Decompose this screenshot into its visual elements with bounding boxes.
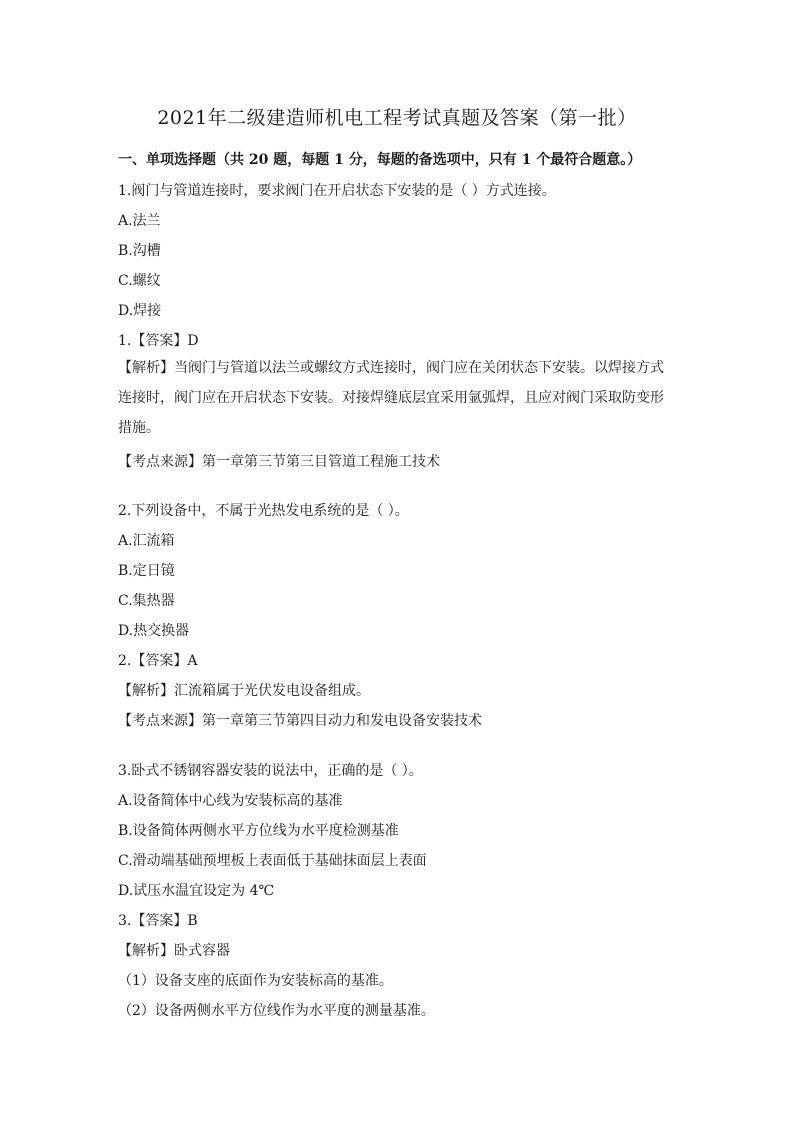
question-3-analysis: 【解析】卧式容器: [118, 943, 230, 959]
question-3-answer: 3.【答案】B: [118, 913, 198, 929]
question-2-option-a: A.汇流箱: [118, 533, 175, 549]
question-1-option-b: B.沟槽: [118, 243, 161, 259]
question-2-stem: 2.下列设备中，不属于光热发电系统的是（ ）。: [118, 503, 409, 519]
question-2-answer: 2.【答案】A: [118, 653, 198, 669]
question-2-option-d: D.热交换器: [118, 623, 190, 639]
question-1-option-a: A.法兰: [118, 213, 161, 229]
question-3-option-b: B.设备简体两侧水平方位线为水平度检测基准: [118, 823, 399, 839]
question-2-analysis: 【解析】汇流箱属于光伏发电设备组成。: [118, 683, 370, 699]
question-3-option-d: D.试压水温宜设定为 4℃: [118, 883, 275, 899]
question-1-option-c: C.螺纹: [118, 273, 161, 289]
question-1-source: 【考点来源】第一章第三节第三目管道工程施工技术: [118, 454, 440, 470]
question-3-detail-2: （2）设备两侧水平方位线作为水平度的测量基准。: [118, 1003, 435, 1019]
question-2-source: 【考点来源】第一章第三节第四目动力和发电设备安装技术: [118, 713, 482, 729]
question-1-stem: 1.阀门与管道连接时，要求阀门在开启状态下安装的是（ ）方式连接。: [118, 183, 556, 199]
question-1-answer: 1.【答案】D: [118, 333, 199, 349]
question-3-detail-1: （1）设备支座的底面作为安装标高的基准。: [118, 973, 393, 989]
question-1-option-d: D.焊接: [118, 303, 162, 319]
question-1-analysis: 【解析】当阀门与管道以法兰或螺纹方式连接时，阀门应在关闭状态下安装。以焊接方式连接时，阀门应在开启状态下安装。对接焊缝底层宜采用氩弧焊，且应对阀门采取防变形措施。: [118, 360, 664, 436]
question-3-option-a: A.设备简体中心线为安装标高的基准: [118, 793, 343, 809]
question-3-stem: 3.卧式不锈钢容器安装的说法中，正确的是（ ）。: [118, 763, 423, 779]
question-3-option-c: C.滑动端基础预埋板上表面低于基础抹面层上表面: [118, 853, 427, 869]
question-2-option-c: C.集热器: [118, 593, 175, 609]
question-2-option-b: B.定日镜: [118, 563, 175, 579]
document-title: 2021年二级建造师机电工程考试真题及答案（第一批）: [157, 107, 637, 129]
section-heading: 一、单项选择题（共 20 题，每题 1 分，每题的备选项中，只有 1 个最符合题意。）: [118, 152, 642, 168]
